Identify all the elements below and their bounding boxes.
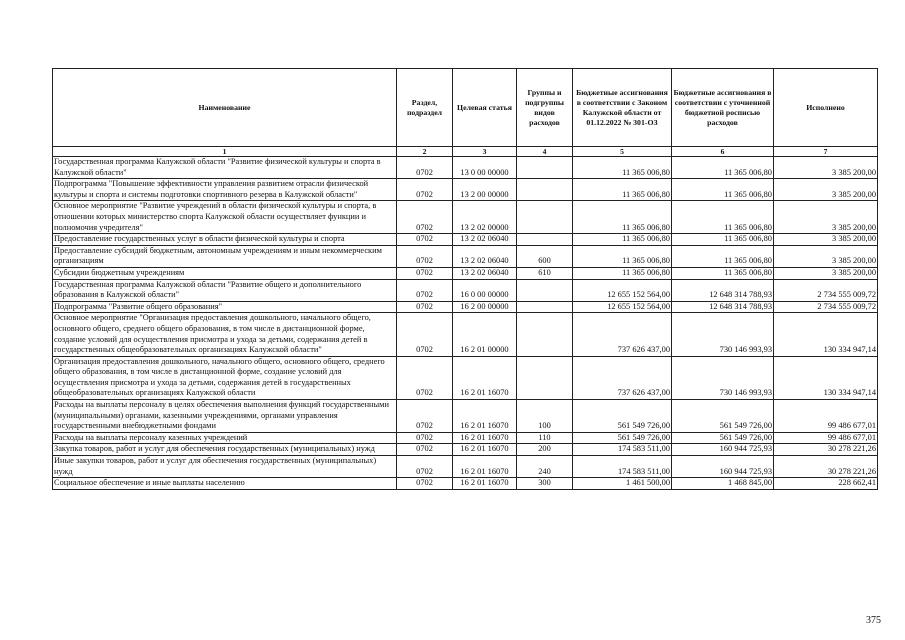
row-target-article-cell: 13 2 02 06040 <box>453 245 517 267</box>
row-expense-group-cell: 240 <box>517 456 573 478</box>
row-refined-allocation-cell: 561 549 726,00 <box>672 432 774 444</box>
row-law-allocation-cell: 11 365 006,80 <box>573 157 672 179</box>
row-name-cell: Предоставление государственных услуг в области физической культуры и спорта <box>53 234 397 246</box>
column-number: 7 <box>774 147 878 157</box>
row-section-cell: 0702 <box>397 456 453 478</box>
row-target-article-cell: 16 0 00 00000 <box>453 279 517 301</box>
table-row <box>53 478 878 490</box>
row-name-cell: Основное мероприятие "Организация предоставления дошкольного, начального общего, основного общего, среднего общего образования, в том числе в дистанционной форме, создание условий для осуществления присмотра и ухода за детьми, содержания детей в государственных общеобразовательных организациях Калужской области" <box>53 313 397 356</box>
row-executed-cell: 30 278 221,26 <box>774 456 878 478</box>
row-refined-allocation-cell: 160 944 725,93 <box>672 456 774 478</box>
row-executed-cell: 2 734 555 009,72 <box>774 301 878 313</box>
row-expense-group-cell <box>517 356 573 399</box>
header-law-allocations: Бюджетные ассигнования в соответствии с Законом Калужской области от 01.12.2022 № 301-ОЗ <box>573 69 672 147</box>
row-expense-group-cell <box>517 234 573 246</box>
row-target-article-cell: 16 2 01 16070 <box>453 456 517 478</box>
row-law-allocation-cell: 737 626 437,00 <box>573 313 672 356</box>
row-law-allocation-cell: 12 655 152 564,00 <box>573 279 672 301</box>
table-row <box>53 234 878 246</box>
row-law-allocation-cell: 11 365 006,80 <box>573 179 672 201</box>
row-refined-allocation-cell: 11 365 006,80 <box>672 234 774 246</box>
row-executed-cell: 130 334 947,14 <box>774 356 878 399</box>
row-section-cell: 0702 <box>397 432 453 444</box>
row-law-allocation-cell: 11 365 006,80 <box>573 234 672 246</box>
row-section-cell: 0702 <box>397 313 453 356</box>
row-section-cell: 0702 <box>397 267 453 279</box>
row-expense-group-cell: 200 <box>517 444 573 456</box>
table-row <box>53 157 878 179</box>
table-row <box>53 356 878 399</box>
row-name-cell: Подпрограмма "Повышение эффективности управления развитием отрасли физической культуры и спорта и системы подготовки спортивного резерва в Калужской области" <box>53 179 397 201</box>
row-name-cell: Иные закупки товаров, работ и услуг для обеспечения государственных (муниципальных) нужд <box>53 456 397 478</box>
row-law-allocation-cell: 561 549 726,00 <box>573 432 672 444</box>
row-expense-group-cell: 610 <box>517 267 573 279</box>
row-target-article-cell: 16 2 01 16070 <box>453 432 517 444</box>
header-row <box>53 69 878 147</box>
row-target-article-cell: 16 2 01 16070 <box>453 356 517 399</box>
header-executed: Исполнено <box>774 69 878 147</box>
row-target-article-cell: 16 2 01 16070 <box>453 444 517 456</box>
row-section-cell: 0702 <box>397 245 453 267</box>
column-number: 3 <box>453 147 517 157</box>
row-executed-cell: 228 662,41 <box>774 478 878 490</box>
header-expense-group: Группы и подгруппы видов расходов <box>517 69 573 147</box>
row-executed-cell: 30 278 221,26 <box>774 444 878 456</box>
row-executed-cell: 3 385 200,00 <box>774 234 878 246</box>
row-name-cell: Подпрограмма "Развитие общего образования" <box>53 301 397 313</box>
row-expense-group-cell: 100 <box>517 400 573 433</box>
row-target-article-cell: 16 2 00 00000 <box>453 301 517 313</box>
row-name-cell: Субсидии бюджетным учреждениям <box>53 267 397 279</box>
table-row <box>53 201 878 234</box>
row-expense-group-cell: 110 <box>517 432 573 444</box>
row-expense-group-cell <box>517 179 573 201</box>
table-row <box>53 267 878 279</box>
table-row <box>53 279 878 301</box>
row-name-cell: Расходы на выплаты персоналу казенных учреждений <box>53 432 397 444</box>
row-section-cell: 0702 <box>397 478 453 490</box>
row-refined-allocation-cell: 12 648 314 788,93 <box>672 301 774 313</box>
row-executed-cell: 2 734 555 009,72 <box>774 279 878 301</box>
row-name-cell: Закупка товаров, работ и услуг для обеспечения государственных (муниципальных) нужд <box>53 444 397 456</box>
row-section-cell: 0702 <box>397 301 453 313</box>
column-number: 5 <box>573 147 672 157</box>
header-name: Наименование <box>53 69 397 147</box>
row-expense-group-cell <box>517 201 573 234</box>
row-expense-group-cell: 300 <box>517 478 573 490</box>
row-executed-cell: 99 486 677,01 <box>774 432 878 444</box>
header-section: Раздел, подраздел <box>397 69 453 147</box>
row-executed-cell: 3 385 200,00 <box>774 267 878 279</box>
row-section-cell: 0702 <box>397 400 453 433</box>
row-section-cell: 0702 <box>397 279 453 301</box>
row-expense-group-cell <box>517 313 573 356</box>
row-section-cell: 0702 <box>397 179 453 201</box>
row-section-cell: 0702 <box>397 201 453 234</box>
budget-execution-table <box>52 68 878 490</box>
row-law-allocation-cell: 737 626 437,00 <box>573 356 672 399</box>
row-refined-allocation-cell: 12 648 314 788,93 <box>672 279 774 301</box>
table-row <box>53 245 878 267</box>
table-row <box>53 301 878 313</box>
column-number: 1 <box>53 147 397 157</box>
row-expense-group-cell <box>517 157 573 179</box>
row-executed-cell: 3 385 200,00 <box>774 157 878 179</box>
row-refined-allocation-cell: 11 365 006,80 <box>672 157 774 179</box>
row-executed-cell: 3 385 200,00 <box>774 201 878 234</box>
row-refined-allocation-cell: 730 146 993,93 <box>672 313 774 356</box>
row-section-cell: 0702 <box>397 157 453 179</box>
row-law-allocation-cell: 561 549 726,00 <box>573 400 672 433</box>
row-name-cell: Государственная программа Калужской области "Развитие физической культуры и спорта в Калужской области" <box>53 157 397 179</box>
row-refined-allocation-cell: 561 549 726,00 <box>672 400 774 433</box>
row-name-cell: Предоставление субсидий бюджетным, автономным учреждениям и иным некоммерческим организациям <box>53 245 397 267</box>
row-section-cell: 0702 <box>397 444 453 456</box>
column-number: 2 <box>397 147 453 157</box>
row-executed-cell: 130 334 947,14 <box>774 313 878 356</box>
row-law-allocation-cell: 174 583 511,00 <box>573 444 672 456</box>
table-body <box>53 157 878 490</box>
row-target-article-cell: 16 2 01 16070 <box>453 478 517 490</box>
row-refined-allocation-cell: 11 365 006,80 <box>672 267 774 279</box>
row-name-cell: Организация предоставления дошкольного, начального общего, основного общего, среднего общего образования, в том числе в дистанционной форме, создание условий для осуществления присмотра и ухода за детьми, содержания детей в государственных общеобразовательных организациях Калужской области <box>53 356 397 399</box>
row-refined-allocation-cell: 160 944 725,93 <box>672 444 774 456</box>
row-executed-cell: 3 385 200,00 <box>774 179 878 201</box>
row-expense-group-cell <box>517 301 573 313</box>
page-number: 375 <box>866 615 881 626</box>
column-number-row <box>53 147 878 157</box>
table-row <box>53 432 878 444</box>
row-refined-allocation-cell: 11 365 006,80 <box>672 201 774 234</box>
row-refined-allocation-cell: 730 146 993,93 <box>672 356 774 399</box>
row-target-article-cell: 13 2 02 00000 <box>453 201 517 234</box>
row-section-cell: 0702 <box>397 356 453 399</box>
table-row <box>53 444 878 456</box>
column-number: 4 <box>517 147 573 157</box>
row-expense-group-cell: 600 <box>517 245 573 267</box>
column-number: 6 <box>672 147 774 157</box>
row-refined-allocation-cell: 11 365 006,80 <box>672 245 774 267</box>
row-target-article-cell: 13 2 00 00000 <box>453 179 517 201</box>
row-law-allocation-cell: 174 583 511,00 <box>573 456 672 478</box>
row-refined-allocation-cell: 11 365 006,80 <box>672 179 774 201</box>
table-row <box>53 456 878 478</box>
row-name-cell: Социальное обеспечение и иные выплаты населению <box>53 478 397 490</box>
row-law-allocation-cell: 11 365 006,80 <box>573 201 672 234</box>
row-name-cell: Основное мероприятие "Развитие учреждений в области физической культуры и спорта, в отношении которых министерство спорта Калужской области осуществляет функции и полномочия учредителя" <box>53 201 397 234</box>
row-target-article-cell: 16 2 01 16070 <box>453 400 517 433</box>
row-expense-group-cell <box>517 279 573 301</box>
row-section-cell: 0702 <box>397 234 453 246</box>
row-refined-allocation-cell: 1 468 845,00 <box>672 478 774 490</box>
row-executed-cell: 99 486 677,01 <box>774 400 878 433</box>
row-name-cell: Расходы на выплаты персоналу в целях обеспечения выполнения функций государственными (муниципальными) органами, казенными учреждениями, органами управления государственными внебюджетными фондами <box>53 400 397 433</box>
row-law-allocation-cell: 11 365 006,80 <box>573 267 672 279</box>
row-law-allocation-cell: 1 461 500,00 <box>573 478 672 490</box>
table-row <box>53 179 878 201</box>
row-name-cell: Государственная программа Калужской области "Развитие общего и дополнительного образования в Калужской области" <box>53 279 397 301</box>
row-target-article-cell: 13 2 02 06040 <box>453 234 517 246</box>
table-row <box>53 400 878 433</box>
header-target-article: Целевая статья <box>453 69 517 147</box>
row-law-allocation-cell: 12 655 152 564,00 <box>573 301 672 313</box>
table-row <box>53 313 878 356</box>
row-executed-cell: 3 385 200,00 <box>774 245 878 267</box>
row-target-article-cell: 13 2 02 06040 <box>453 267 517 279</box>
row-target-article-cell: 16 2 01 00000 <box>453 313 517 356</box>
row-law-allocation-cell: 11 365 006,80 <box>573 245 672 267</box>
row-target-article-cell: 13 0 00 00000 <box>453 157 517 179</box>
header-refined-allocations: Бюджетные ассигнования в соответствии с уточненной бюджетной росписью расходов <box>672 69 774 147</box>
